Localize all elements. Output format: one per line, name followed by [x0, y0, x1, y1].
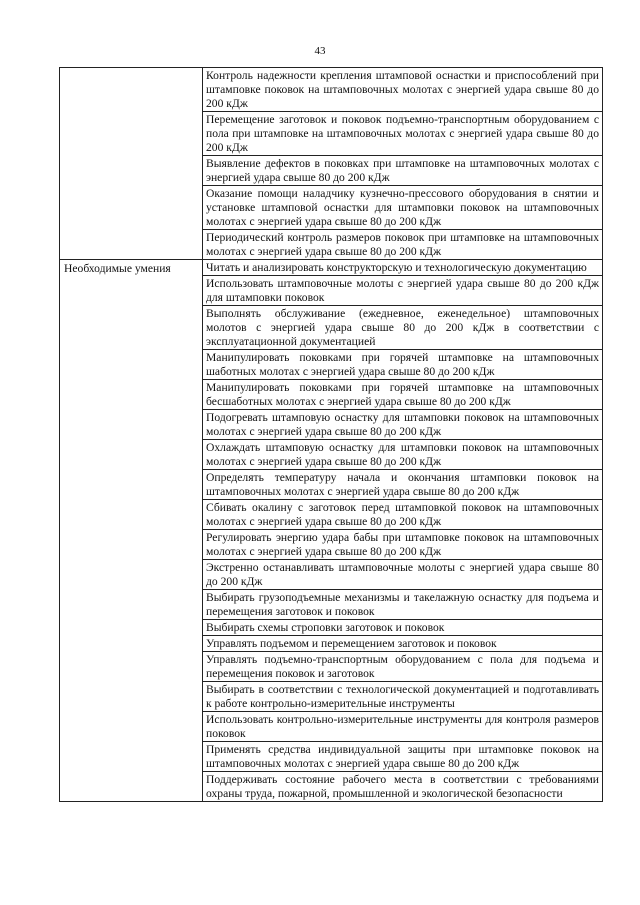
- section-label: [60, 68, 202, 72]
- table-cell: Выбирать в соответствии с технологической документацией и подготавливать к работе контрольно-измерительные инструменты: [203, 682, 603, 712]
- table-cell: Подогревать штамповую оснастку для штамповки поковок на штамповочных молотах с энергией удара свыше 80 до 200 кДж: [203, 410, 603, 440]
- table-cell: Управлять подъемно-транспортным оборудованием с пола для подъема и перемещения поковок и заготовок: [203, 652, 603, 682]
- table-cell: Охлаждать штамповую оснастку для штамповки поковок на штамповочных молотах с энергией удара свыше 80 до 200 кДж: [203, 440, 603, 470]
- table-cell: Применять средства индивидуальной защиты при штамповке поковок на штамповочных молотах с энергией удара свыше 80 до 200 кДж: [203, 742, 603, 772]
- table-cell: Читать и анализировать конструкторскую и технологическую документацию: [203, 260, 603, 276]
- table-cell: Выбирать грузоподъемные механизмы и такелажную оснастку для подъема и перемещения заготовок и поковок: [203, 590, 603, 620]
- table-cell: Выявление дефектов в поковках при штамповке на штамповочных молотах с энергией удара свыше 80 до 200 кДж: [203, 156, 603, 186]
- table-cell: Управлять подъемом и перемещением заготовок и поковок: [203, 636, 603, 652]
- section-label: Необходимые умения: [64, 262, 171, 275]
- table-cell: Периодический контроль размеров поковок при штамповке на штамповочных молотах с энергией удара свыше 80 до 200 кДж: [203, 230, 603, 260]
- table-cell: Экстренно останавливать штамповочные молоты с энергией удара свыше 80 до 200 кДж: [203, 560, 603, 590]
- section-label-cell: [60, 260, 203, 802]
- table-row: [60, 260, 603, 276]
- table-row: [60, 68, 603, 112]
- table-cell: Контроль надежности крепления штамповой оснастки и приспособлений при штамповке поковок на штамповочных молотах с энергией удара свыше 80 до 200 кДж: [203, 68, 603, 112]
- table-cell: Манипулировать поковками при горячей штамповке на штамповочных бесшаботных молотах с энергией удара свыше 80 до 200 кДж: [203, 380, 603, 410]
- table-cell: Сбивать окалину с заготовок перед штамповкой поковок на штамповочных молотах с энергией удара свыше 80 до 200 кДж: [203, 500, 603, 530]
- page-number: 43: [314, 45, 326, 57]
- section-label-cell: [60, 68, 203, 260]
- table-cell: Манипулировать поковками при горячей штамповке на штамповочных шаботных молотах с энергией удара свыше 80 до 200 кДж: [203, 350, 603, 380]
- table-cell: Выбирать схемы строповки заготовок и поковок: [203, 620, 603, 636]
- table-cell: Перемещение заготовок и поковок подъемно-транспортным оборудованием с пола при штамповке на штамповочных молотах с энергией удара свыше 80 до 200 кДж: [203, 112, 603, 156]
- table-cell: Выполнять обслуживание (ежедневное, еженедельное) штамповочных молотов с энергией удара свыше 80 до 200 кДж в соответствии с эксплуатационной документацией: [203, 306, 603, 350]
- table-cell: Использовать контрольно-измерительные инструменты для контроля размеров поковок: [203, 712, 603, 742]
- table-cell: Использовать штамповочные молоты с энергией удара свыше 80 до 200 кДж для штамповки поковок: [203, 276, 603, 306]
- table-cell: Поддерживать состояние рабочего места в соответствии с требованиями охраны труда, пожарной, промышленной и экологической безопасности: [203, 772, 603, 802]
- requirements-table: [59, 67, 603, 802]
- table-cell: Определять температуру начала и окончания штамповки поковок на штамповочных молотах с энергией удара свыше 80 до 200 кДж: [203, 470, 603, 500]
- table-cell: Оказание помощи наладчику кузнечно-прессового оборудования в снятии и установке штамповой оснастки для штамповки поковок на штамповочных молотах с энергией удара свыше 80 до 200 кДж: [203, 186, 603, 230]
- table-cell: Регулировать энергию удара бабы при штамповке поковок на штамповочных молотах с энергией удара свыше 80 до 200 кДж: [203, 530, 603, 560]
